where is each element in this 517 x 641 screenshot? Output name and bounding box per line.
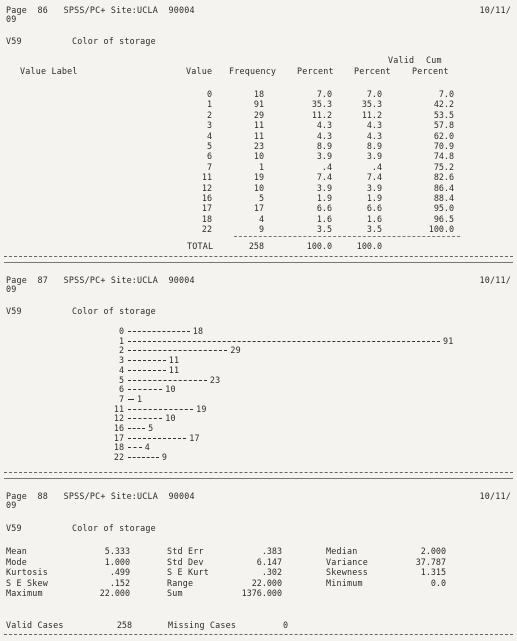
stat-value: 2.000 (420, 546, 446, 556)
stat-value: 1.315 (420, 567, 446, 578)
variable-label: Color of storage (72, 36, 156, 46)
cell-valid-percent: 3.9 (366, 182, 382, 193)
cell-value: 12 (201, 182, 212, 193)
col-valid-percent: Percent (354, 66, 391, 76)
cell-value: 2 (206, 109, 212, 120)
cell-cum-percent: 96.5 (433, 213, 454, 224)
cell-percent: .4 (321, 161, 332, 172)
col-cum-top: Cum (426, 55, 442, 65)
cell-value: 5 (206, 141, 212, 151)
cell-frequency: 17 (253, 203, 264, 214)
valid-cases-label: Valid Cases (6, 620, 64, 630)
histogram-category-label: 3 (118, 355, 124, 366)
cell-value: 18 (201, 213, 212, 224)
cell-frequency: 11 (253, 120, 264, 131)
histogram-bar (128, 428, 145, 429)
total-frequency: 258 (248, 241, 264, 251)
page-header-date: 10/11/ (479, 5, 511, 15)
histogram-value-label: 29 (230, 345, 241, 356)
histogram-bar (128, 360, 166, 361)
histogram-category-label: 22 (113, 452, 124, 463)
histogram-value-label: 10 (165, 384, 176, 395)
page-divider (4, 478, 513, 479)
page-header-label: Page 86 SPSS/PC+ Site:UCLA 90004 (6, 5, 195, 15)
stat-label: Std Dev (167, 556, 204, 567)
stat-value: 1.000 (104, 556, 130, 567)
cell-cum-percent: 7.0 (438, 89, 454, 99)
stat-label: Variance (326, 556, 368, 567)
cell-cum-percent: 95.0 (433, 203, 454, 214)
total-rule (234, 236, 460, 237)
variable-name: V59 (6, 306, 22, 316)
missing-cases-value: 0 (282, 620, 288, 630)
histogram-category-label: 5 (118, 374, 124, 385)
histogram-category-label: 18 (113, 442, 124, 453)
cell-value: 16 (201, 193, 212, 203)
col-valid-top: Valid (388, 55, 415, 65)
stat-value: 5.333 (104, 546, 130, 556)
stat-label: Mode (6, 556, 27, 567)
cell-valid-percent: 11.2 (361, 109, 382, 120)
cell-valid-percent: 3.5 (366, 224, 382, 235)
histogram-value-label: 1 (137, 393, 143, 404)
cell-frequency: 9 (258, 224, 264, 235)
stat-value: 22.000 (99, 588, 130, 599)
cell-percent: 3.5 (316, 224, 332, 235)
cell-valid-percent: 3.9 (366, 151, 382, 162)
page-header-label: Page 88 SPSS/PC+ Site:UCLA 90004 (6, 491, 195, 501)
cell-valid-percent: .4 (371, 161, 382, 172)
variable-name: V59 (6, 36, 22, 46)
histogram-value-label: 11 (168, 355, 180, 366)
cell-cum-percent: 53.5 (433, 109, 454, 120)
cell-frequency: 10 (253, 182, 264, 193)
cell-frequency: 29 (253, 109, 264, 120)
histogram-category-label: 7 (118, 393, 124, 404)
cell-cum-percent: 74.8 (433, 151, 454, 162)
cell-cum-percent: 62.0 (433, 130, 454, 141)
variable-label: Color of storage (72, 523, 156, 533)
histogram-bar (128, 399, 134, 400)
cell-cum-percent: 82.6 (433, 172, 454, 183)
histogram-value-label: 19 (196, 403, 207, 414)
histogram-bar (128, 389, 162, 390)
col-percent: Percent (297, 66, 334, 76)
cell-valid-percent: 4.3 (366, 130, 382, 141)
cell-value: 3 (206, 120, 212, 131)
histogram-category-label: 6 (118, 384, 124, 395)
histogram-bar (128, 438, 186, 439)
col-cum-percent: Percent (412, 66, 449, 76)
cell-percent: 4.3 (316, 130, 332, 141)
valid-cases-value: 258 (116, 620, 132, 630)
page-divider (4, 472, 513, 473)
page-header-number: 09 (6, 500, 17, 510)
cell-percent: 11.2 (311, 109, 332, 120)
cell-value: 17 (201, 203, 212, 214)
cell-cum-percent: 57.8 (433, 120, 454, 131)
cell-frequency: 10 (253, 151, 264, 162)
page-header-label: Page 87 SPSS/PC+ Site:UCLA 90004 (6, 275, 195, 285)
histogram-value-label: 9 (161, 452, 168, 463)
col-value: Value (186, 66, 213, 76)
total-label: TOTAL (187, 241, 214, 251)
histogram-bar (128, 370, 166, 371)
stat-label: Kurtosis (6, 567, 48, 578)
stat-label: S E Skew (6, 577, 48, 588)
histogram-value-label: 91 (443, 335, 454, 346)
page-header-date: 10/11/ (479, 491, 511, 501)
cell-value: 22 (201, 224, 212, 235)
histogram-category-label: 2 (118, 345, 124, 356)
histogram-category-label: 4 (118, 364, 124, 375)
stat-label: S E Kurt (167, 567, 209, 578)
cell-cum-percent: 100.0 (428, 224, 454, 235)
cell-value: 6 (206, 151, 212, 162)
variable-label: Color of storage (72, 306, 156, 316)
cell-cum-percent: 42.2 (433, 99, 454, 110)
stat-value: .152 (109, 577, 130, 588)
stat-value: .499 (109, 567, 130, 578)
cell-percent: 1.9 (316, 193, 332, 203)
stat-label: Std Err (167, 546, 204, 556)
cell-percent: 35.3 (311, 99, 332, 110)
stat-label: Minimum (326, 577, 363, 588)
cell-percent: 8.9 (316, 141, 332, 151)
stat-value: 1376.000 (241, 588, 282, 599)
cell-valid-percent: 4.3 (366, 120, 382, 131)
cell-frequency: 1 (258, 161, 264, 172)
cell-valid-percent: 6.6 (366, 203, 382, 214)
col-frequency: Frequency (229, 66, 277, 76)
page-header-number: 09 (6, 14, 17, 24)
cell-cum-percent: 70.9 (433, 141, 454, 151)
histogram-category-label: 17 (113, 432, 124, 443)
cell-valid-percent: 7.4 (366, 172, 382, 183)
cell-valid-percent: 35.3 (361, 99, 382, 110)
page-header-date: 10/11/ (479, 275, 511, 285)
cell-frequency: 19 (253, 172, 264, 183)
histogram-category-label: 11 (113, 403, 124, 414)
page-header-number: 09 (6, 284, 17, 294)
histogram-bar (128, 457, 159, 458)
stat-label: Sum (167, 588, 183, 599)
cell-frequency: 23 (253, 141, 264, 151)
histogram-value-label: 17 (189, 432, 200, 443)
cell-percent: 3.9 (316, 182, 332, 193)
cell-value: 0 (206, 89, 212, 99)
cell-percent: 6.6 (316, 203, 332, 214)
histogram-bar (128, 418, 162, 419)
stat-value: 22.000 (251, 577, 282, 588)
cell-frequency: 4 (258, 213, 264, 224)
cell-valid-percent: 1.9 (366, 193, 382, 203)
cell-frequency: 11 (253, 130, 264, 141)
page-divider (4, 256, 513, 257)
cell-valid-percent: 8.9 (366, 141, 382, 151)
cell-cum-percent: 88.4 (433, 193, 454, 203)
histogram-category-label: 0 (118, 326, 124, 336)
cell-cum-percent: 86.4 (433, 182, 454, 193)
missing-cases-label: Missing Cases (168, 620, 237, 630)
stat-label: Median (326, 546, 358, 556)
cell-frequency: 18 (253, 89, 264, 99)
cell-percent: 7.4 (316, 172, 332, 183)
total-valid-percent: 100.0 (356, 241, 382, 251)
stat-value: 37.787 (415, 556, 446, 567)
histogram-value-label: 4 (144, 442, 150, 453)
stat-label: Maximum (6, 588, 43, 599)
histogram-value-label: 11 (168, 364, 180, 375)
histogram-bar (128, 447, 142, 448)
histogram-category-label: 1 (118, 335, 124, 346)
stat-value: 6.147 (256, 556, 282, 567)
histogram-value-label: 5 (148, 423, 154, 433)
cell-percent: 4.3 (316, 120, 332, 131)
total-percent: 100.0 (306, 241, 332, 251)
cell-percent: 1.6 (316, 213, 332, 224)
page-divider (4, 262, 513, 263)
stat-value: 0.0 (430, 577, 446, 588)
histogram-value-label: 18 (192, 326, 204, 336)
histogram-value-label: 10 (165, 413, 176, 424)
cell-valid-percent: 1.6 (366, 213, 382, 224)
cell-cum-percent: 75.2 (433, 161, 454, 172)
cell-percent: 7.0 (316, 89, 332, 99)
histogram-bar (128, 350, 227, 351)
cell-value: 7 (206, 161, 212, 172)
histogram-bar (128, 409, 193, 410)
cell-valid-percent: 7.0 (366, 89, 382, 99)
stat-label: Range (167, 577, 194, 588)
histogram-value-label: 23 (209, 374, 221, 385)
cell-percent: 3.9 (316, 151, 332, 162)
stat-label: Skewness (326, 567, 368, 578)
stat-value: .383 (261, 546, 282, 556)
col-value-label: Value Label (20, 66, 78, 76)
cell-value: 11 (201, 172, 212, 183)
stat-label: Mean (6, 546, 27, 556)
stat-value: .302 (261, 567, 282, 578)
cell-value: 4 (206, 130, 212, 141)
cell-value: 1 (206, 99, 212, 110)
histogram-bar (128, 331, 190, 332)
histogram-category-label: 12 (113, 413, 124, 424)
variable-name: V59 (6, 523, 22, 533)
page-divider (4, 634, 513, 635)
histogram-bar (128, 341, 440, 342)
cell-frequency: 91 (253, 99, 264, 110)
histogram-bar (128, 380, 207, 381)
histogram-category-label: 16 (113, 423, 124, 433)
cell-frequency: 5 (258, 193, 264, 203)
